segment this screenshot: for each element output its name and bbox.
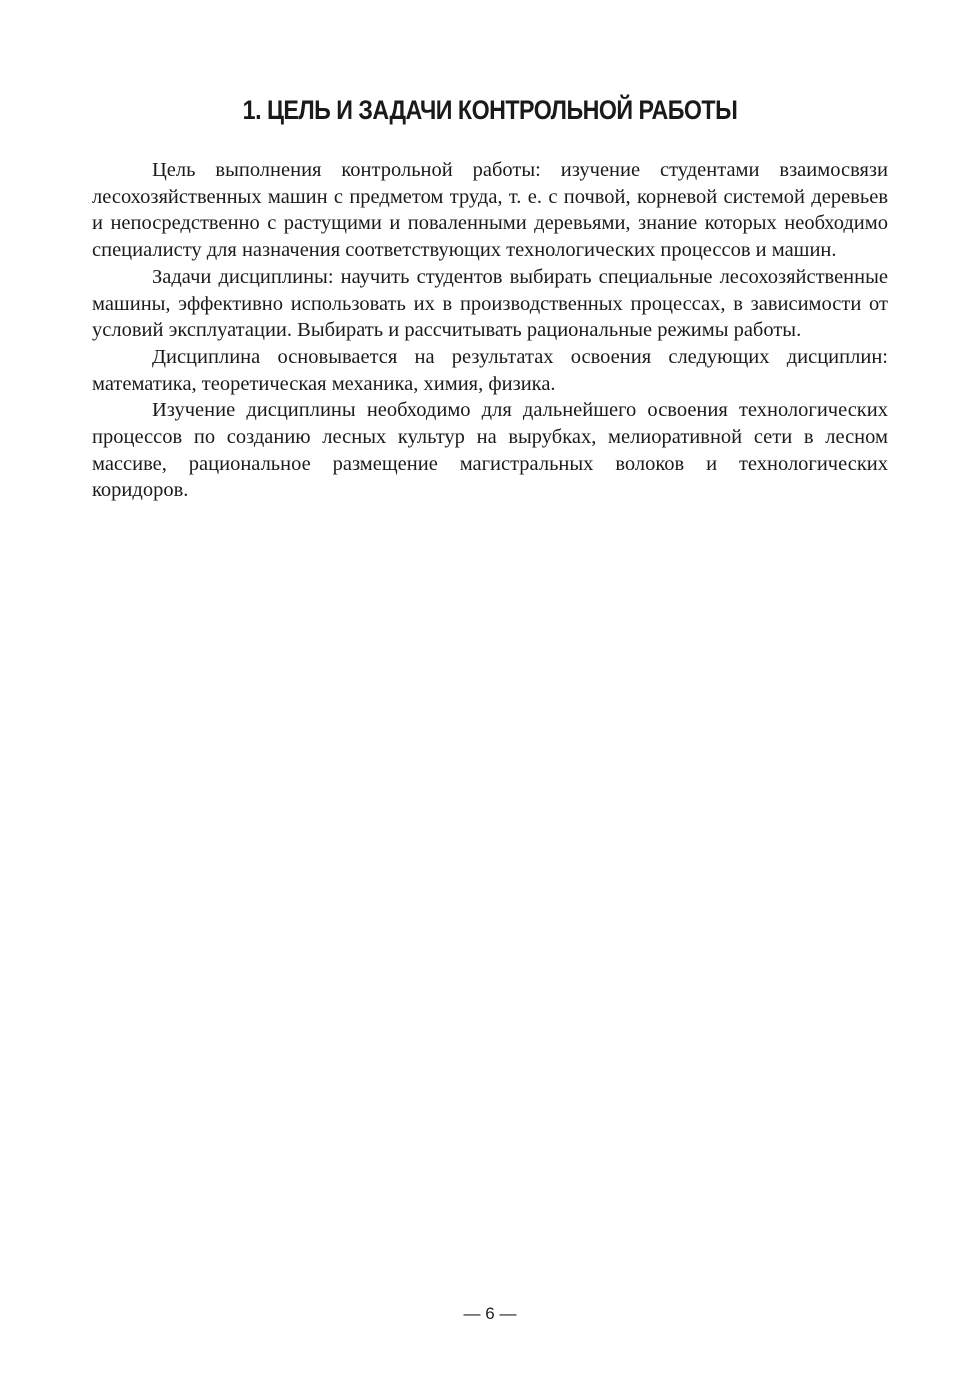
paragraph-goal: Цель выполнения контрольной работы: изучение студентами взаимосвязи лесохозяйственных машин с предметом труда, т. е. с почвой, корневой системой деревьев и непосредственно с растущими и поваленными деревьями, знание которых необходимо специалисту для назначения соответствующих технологических процессов и машин.	[92, 159, 888, 262]
paragraph-application: Изучение дисциплины необходимо для дальнейшего освоения технологических процессов по созданию лесных культур на вырубках, мелиоративной сети в лесном массиве, рациональное размещение магистральных волоков и технологических коридоров.	[92, 399, 888, 502]
section-heading: 1. ЦЕЛЬ И ЗАДАЧИ КОНТРОЛЬНОЙ РАБОТЫ	[242, 95, 738, 125]
paragraph-tasks: Задачи дисциплины: научить студентов выбирать специальные лесохозяйственные машины, эффективно использовать их в производственных процессах, в зависимости от условий эксплуатации. Выбирать и рассчитывать рациональные режимы работы.	[92, 265, 888, 342]
page-number: — 6 —	[463, 1304, 517, 1323]
body-text	[92, 157, 888, 504]
paragraph-prerequisites: Дисциплина основывается на результатах освоения следующих дисциплин: математика, теоретическая механика, химия, физика.	[92, 345, 888, 395]
